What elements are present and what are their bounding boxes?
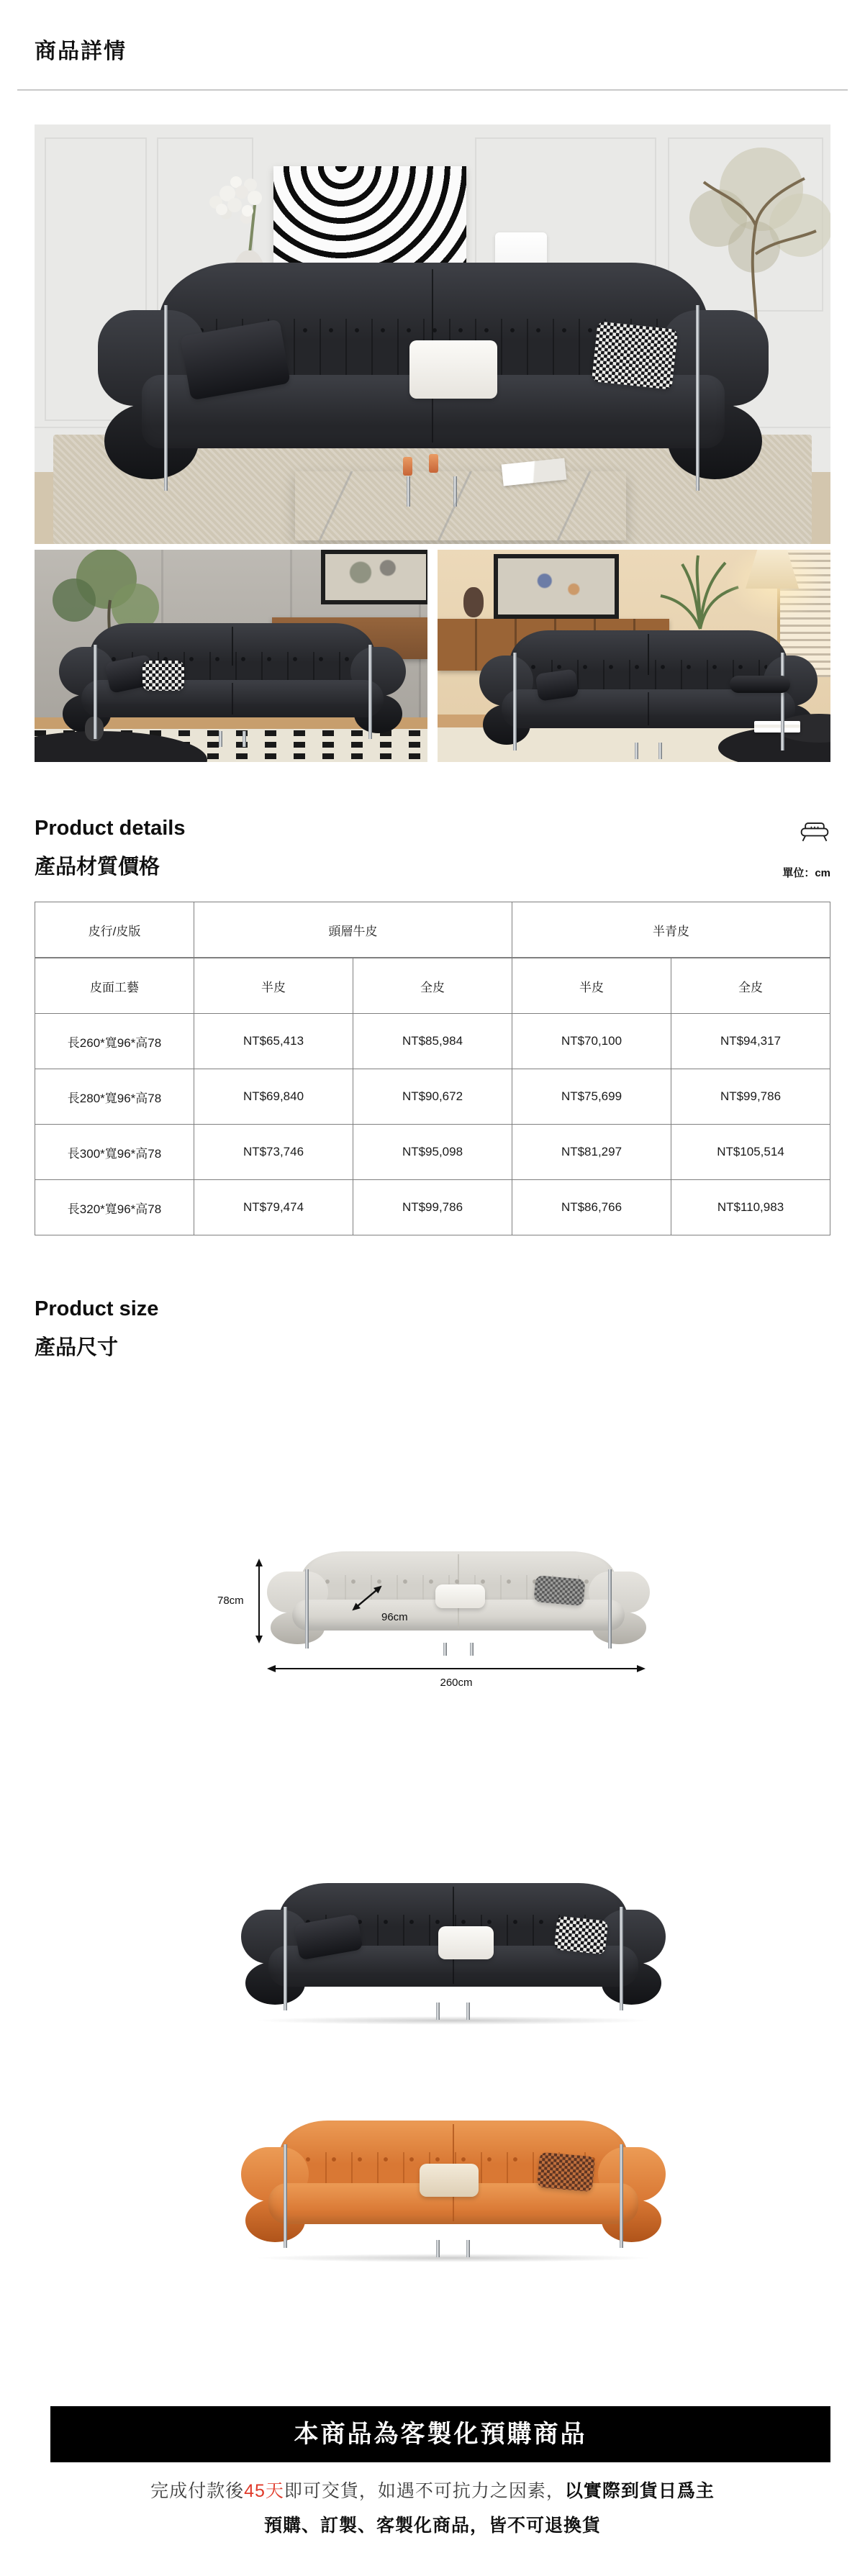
chrome-rod [620,2144,623,2248]
checkered-pillow [592,321,678,389]
table-row [35,1014,830,1069]
corner-cell: 皮面工藝 [35,958,194,1014]
sofa-leg [443,1643,447,1656]
price-table [35,902,830,1235]
sub-header: 半皮 [512,958,671,1014]
floor-shadow [254,2016,653,2025]
sofa-leg [466,2003,470,2020]
chrome-rod [608,1569,612,1648]
chrome-rod [368,645,372,738]
delivery-note-line2: 預購、訂製、客製化商品，皆不可退換貨 [263,2516,601,2536]
checkered-pillow [553,1915,607,1954]
chrome-rod [305,1569,309,1648]
price-cell: NT$86,766 [512,1180,671,1235]
price-cell: NT$79,474 [194,1180,353,1235]
corner-cell: 皮行/皮版 [35,902,194,958]
length-arrow [267,1664,646,1674]
chrome-rod [781,653,784,750]
wall-art-frame [494,554,619,619]
sofa-leg [470,1643,474,1656]
chrome-rod [620,1907,623,2010]
price-cell: NT$85,984 [353,1014,512,1069]
black-sofa-image [35,1877,830,2032]
price-cell: NT$94,317 [671,1014,830,1069]
chrome-rod [284,1907,287,2010]
sofa-leg [436,2003,440,2020]
hero-image [35,124,830,544]
size-diagram [216,1521,691,1708]
drinking-glass [403,457,412,476]
white-pillow [438,1926,494,1959]
table-row [35,1069,830,1125]
drinking-glass [429,454,438,473]
sofa-leg [658,743,662,758]
size-cell: 長280*寬96*高78 [35,1069,194,1125]
size-cell: 長320*寬96*高78 [35,1180,194,1235]
details-section-head [35,817,830,880]
price-cell: NT$65,413 [194,1014,353,1069]
note-bold: 以實際到貨日爲主 [564,2481,715,2501]
white-pillow [435,1584,485,1608]
wall-art-frame [321,550,427,604]
hero-sofa [98,263,769,479]
chrome-rod [164,305,168,491]
gray-checkered-pillow [534,1575,586,1606]
white-pillow [409,340,497,399]
table-row [35,1125,830,1180]
sofa-leg [243,731,246,746]
price-cell: NT$90,672 [353,1069,512,1125]
sub-header: 全皮 [671,958,830,1014]
gallery-row [35,550,830,762]
sub-header: 全皮 [353,958,512,1014]
sofa-leg [436,2240,440,2257]
content-area [35,124,830,2576]
delivery-note [35,2477,830,2576]
size-section-head [35,1297,830,1361]
price-cell: NT$75,699 [512,1069,671,1125]
page-title: 商品詳情 [35,40,127,63]
details-headings [35,817,186,880]
note-highlight: 45天 [244,2481,284,2501]
preorder-banner-text: 本商品為客製化預購商品 [294,2421,587,2448]
size-cell: 長300*寬96*高78 [35,1125,194,1180]
white-flowers [216,204,227,215]
orange-sofa-product [241,2121,666,2241]
sub-header: 半皮 [194,958,353,1014]
chrome-rod [94,645,97,738]
price-cell: NT$69,840 [194,1069,353,1125]
sofa-leg [466,2240,470,2257]
black-pillow [535,668,579,701]
chrome-rod [696,305,699,491]
note-prefix: 完成付款後 [150,2481,245,2501]
black-sofa-product [241,1883,666,2004]
preorder-banner [50,2406,830,2462]
cream-pillow [420,2164,479,2196]
length-label: 260cm [440,1677,473,1689]
floor-shadow [254,2254,653,2262]
brown-checkered-pillow [537,2152,595,2192]
header-divider [17,89,848,91]
group-header: 半青皮 [512,902,830,958]
book-stack [754,721,800,733]
gallery-image-right [438,550,830,762]
details-heading-zh: 產品材質價格 [35,856,160,879]
unit-label: 單位：cm [782,867,830,879]
marble-coffee-table [295,471,626,540]
price-cell: NT$110,983 [671,1180,830,1235]
sofa-icon [799,821,830,843]
price-cell: NT$99,786 [353,1180,512,1235]
bolster-pillow [730,676,791,693]
orange-sofa-image [35,2115,830,2269]
table-header-row-2 [35,958,830,1014]
details-heading-en: Product details [35,817,186,840]
chrome-rod [284,2144,287,2248]
gallery-image-left [35,550,427,762]
height-label: 78cm [217,1595,244,1607]
checkered-pillow [142,661,184,691]
price-cell: NT$81,297 [512,1125,671,1180]
price-cell: NT$99,786 [671,1069,830,1125]
price-cell: NT$73,746 [194,1125,353,1180]
size-heading-en: Product size [35,1297,159,1320]
table-header-row-1 [35,902,830,958]
unit-box [782,821,830,880]
table-row [35,1180,830,1235]
gray-sofa-diagram [267,1551,650,1643]
note-middle: 即可交貨，如遇不可抗力之因素， [284,2481,565,2501]
size-cell: 長260*寬96*高78 [35,1014,194,1069]
depth-label: 96cm [381,1611,408,1623]
group-header: 頭層牛皮 [194,902,512,958]
price-cell: NT$105,514 [671,1125,830,1180]
sofa-leg [219,731,222,746]
chrome-rod [513,653,517,750]
size-heading-zh: 產品尺寸 [35,1336,119,1359]
price-cell: NT$95,098 [353,1125,512,1180]
sofa-leg [635,743,638,758]
height-arrow [254,1559,264,1643]
delivery-note-line1 [35,2477,830,2503]
dark-vase [463,587,484,617]
black-sofa-front [59,623,406,733]
price-cell: NT$70,100 [512,1014,671,1069]
